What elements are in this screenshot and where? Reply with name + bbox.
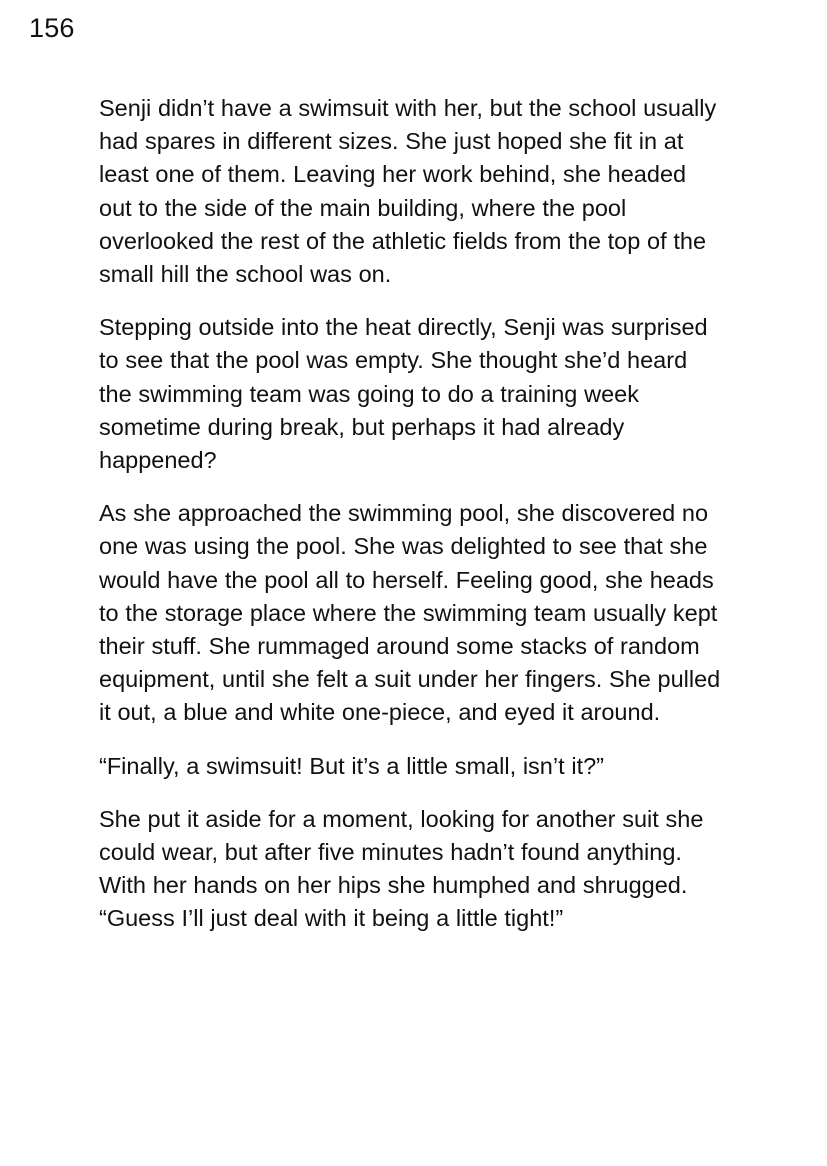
paragraph: “Finally, a swimsuit! But it’s a little small, isn’t it?”: [99, 752, 604, 779]
page-number: 156: [29, 13, 75, 43]
paragraph: As she approached the swimming pool, she discovered no one was using the pool. She was delighted to see that she would have the pool all to herself. Feeling good, she heads to the storage place where the swimming team usually kept their stuff. She rummaged around some stacks of random equipment, until she felt a suit under her fingers. She pulled it out, a blue and white one-piece, and eyed it around.: [99, 500, 721, 726]
paragraph: She put it aside for a moment, looking for another suit she could wear, but after five minutes hadn’t found anything. With her hands on her hips she humphed and shrugged. “Guess I’ll just deal with it being a little tight!”: [99, 805, 704, 932]
page-text-body: [99, 92, 725, 936]
paragraph: Senji didn’t have a swimsuit with her, but the school usually had spares in different sizes. She just hoped she fit in at least one of them. Leaving her work behind, she headed out to the side of the main building, where the pool overlooked the rest of the athletic fields from the top of the small hill the school was on.: [99, 95, 717, 288]
paragraph: Stepping outside into the heat directly, Senji was surprised to see that the pool was empty. She thought she’d heard the swimming team was going to do a training week sometime during break, but perhaps it had already happened?: [99, 314, 708, 474]
